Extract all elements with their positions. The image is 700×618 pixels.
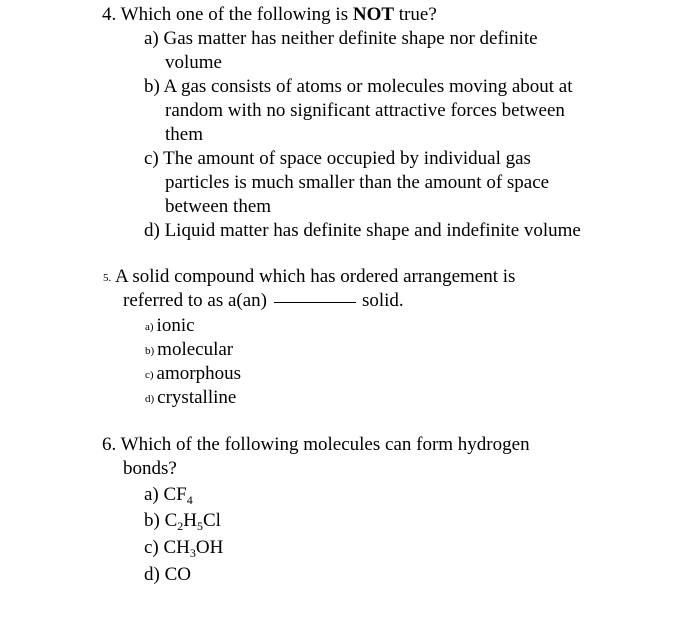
question-5-option-a (145, 314, 195, 339)
question-6-option-b (144, 509, 221, 533)
option-letter: d) (145, 393, 155, 405)
option-b-continuation-2: them (165, 124, 203, 145)
question-4-option-b (144, 75, 573, 147)
question-4-stem-emphasis: NOT (352, 4, 395, 25)
question-4-stem (102, 3, 437, 27)
option-text: amorphous (156, 363, 241, 384)
formula-subscript: 4 (186, 493, 193, 507)
question-4-stem-prefix: 4. Which one of the following is (102, 4, 353, 25)
formula-text: H (183, 510, 197, 531)
answer-blank (274, 301, 356, 303)
option-text: ionic (156, 315, 195, 336)
question-6-stem (102, 433, 530, 481)
option-letter: a) (145, 321, 154, 333)
option-a-text: a) Gas matter has neither definite shape nor definite (144, 28, 538, 49)
question-4-option-a (144, 27, 538, 75)
question-5-line-1: A solid compound which has ordered arrangement is (114, 266, 516, 287)
option-c-continuation-2: between them (165, 196, 272, 217)
question-5-option-c (145, 362, 241, 387)
formula-text: b) C (144, 510, 178, 531)
option-d-text: d) Liquid matter has definite shape and indefinite volume (144, 220, 581, 241)
question-5-line-2-prefix: referred to as a(an) (123, 290, 267, 311)
question-5-stem (103, 265, 515, 290)
formula-subscript: 5 (196, 519, 203, 533)
question-6-option-d (144, 563, 191, 587)
question-5-number: 5. (103, 272, 112, 284)
question-5-option-b (145, 338, 233, 363)
question-5-option-d (145, 386, 236, 411)
formula-text: Cl (202, 510, 221, 531)
formula-text: a) CF (144, 484, 187, 505)
option-b-text: b) A gas consists of atoms or molecules moving about at (144, 76, 573, 97)
option-a-continuation: volume (165, 52, 222, 73)
question-6-line-2: bonds? (123, 458, 177, 479)
option-c-continuation-1: particles is much smaller than the amount of space (165, 172, 550, 193)
question-4-option-d (144, 219, 581, 243)
question-5-stem-line-2 (123, 289, 404, 313)
formula-subscript: 3 (189, 546, 196, 560)
option-c-text: c) The amount of space occupied by individual gas (144, 148, 531, 169)
question-5-line-2-suffix: solid. (361, 290, 404, 311)
option-letter: c) (145, 369, 154, 381)
option-b-continuation-1: random with no significant attractive forces between (165, 100, 565, 121)
question-6-option-a (144, 483, 193, 507)
formula-subscript: 2 (177, 519, 184, 533)
question-6-option-c (144, 536, 223, 560)
option-text: molecular (157, 339, 234, 360)
option-text: crystalline (157, 387, 237, 408)
formula-text: OH (195, 537, 224, 558)
formula-text: d) CO (144, 564, 191, 585)
option-letter: b) (145, 345, 155, 357)
formula-text: c) CH (144, 537, 190, 558)
question-6-line-1: 6. Which of the following molecules can form hydrogen (102, 434, 530, 455)
question-4-option-c (144, 147, 549, 219)
question-4-stem-suffix: true? (394, 4, 437, 25)
